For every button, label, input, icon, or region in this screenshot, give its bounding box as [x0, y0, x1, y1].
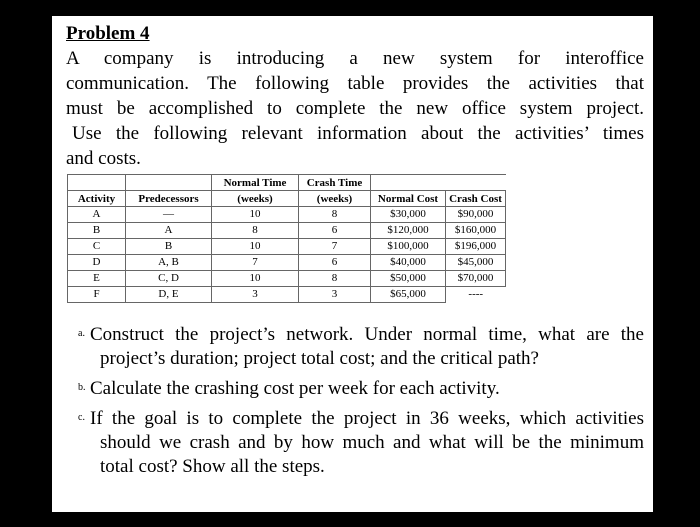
intro-line: Use the following relevant information about the activities’ times [72, 123, 644, 144]
table-row [68, 223, 506, 239]
header-normal-cost: Normal Cost [371, 191, 446, 207]
question-line: total cost? Show all the steps. [100, 456, 325, 477]
cell-crash-cost: $196,000 [446, 239, 506, 255]
cell-normal-cost: $30,000 [371, 207, 446, 223]
cell-activity: A [68, 207, 126, 223]
cell-crash-cost: ---- [446, 287, 506, 303]
table-row [68, 287, 506, 303]
problem-intro [66, 46, 644, 171]
cell-crash-cost: $90,000 [446, 207, 506, 223]
cell-activity: D [68, 255, 126, 271]
cell-normal-time: 10 [212, 239, 299, 255]
cell-crash-time: 8 [299, 207, 371, 223]
question-line: Construct the project’s network. Under normal time, what are the [90, 324, 644, 345]
question-a [78, 323, 644, 371]
cell-normal-cost: $50,000 [371, 271, 446, 287]
problem-title: Problem 4 [66, 23, 150, 44]
intro-line: communication. The following table provides the activities that [66, 73, 644, 94]
question-letter: b. [78, 382, 86, 393]
cell-predecessors: A [126, 223, 212, 239]
intro-line: A company is introducing a new system for interoffice [66, 48, 644, 69]
cell-normal-time: 10 [212, 271, 299, 287]
header-normal-time-unit: (weeks) [212, 191, 299, 207]
table-header-row [68, 191, 506, 207]
table-row [68, 271, 506, 287]
cell-normal-cost: $120,000 [371, 223, 446, 239]
activity-table [67, 174, 506, 303]
cell-normal-time: 7 [212, 255, 299, 271]
cell-normal-cost: $40,000 [371, 255, 446, 271]
question-letter: c. [78, 412, 85, 423]
cell-normal-cost: $100,000 [371, 239, 446, 255]
cell-activity: B [68, 223, 126, 239]
cell-crash-time: 6 [299, 223, 371, 239]
cell-activity: C [68, 239, 126, 255]
question-list [78, 323, 644, 485]
question-b [78, 377, 644, 401]
table-row [68, 239, 506, 255]
question-line: should we crash and by how much and what will be the minimum [100, 432, 644, 453]
cell-predecessors: B [126, 239, 212, 255]
header-crash-time-unit: (weeks) [299, 191, 371, 207]
question-line: Calculate the crashing cost per week for each activity. [90, 378, 500, 399]
cell-predecessors: D, E [126, 287, 212, 303]
question-c [78, 407, 644, 479]
problem-page [52, 16, 653, 512]
cell-crash-time: 3 [299, 287, 371, 303]
table-row [68, 255, 506, 271]
cell-crash-time: 8 [299, 271, 371, 287]
cell-activity: E [68, 271, 126, 287]
cell-normal-time: 10 [212, 207, 299, 223]
header-activity: Activity [68, 191, 126, 207]
question-letter: a. [78, 328, 85, 339]
table-row [68, 207, 506, 223]
cell-normal-time: 8 [212, 223, 299, 239]
question-line: If the goal is to complete the project in 36 weeks, which activities [90, 408, 644, 429]
cell-crash-time: 7 [299, 239, 371, 255]
cell-normal-time: 3 [212, 287, 299, 303]
intro-line: must be accomplished to complete the new office system project. [66, 98, 644, 119]
cell-predecessors: A, B [126, 255, 212, 271]
header-crash-time: Crash Time [299, 175, 371, 191]
header-predecessors: Predecessors [126, 191, 212, 207]
cell-activity: F [68, 287, 126, 303]
cell-crash-cost: $160,000 [446, 223, 506, 239]
cell-predecessors: C, D [126, 271, 212, 287]
header-normal-time: Normal Time [212, 175, 299, 191]
cell-crash-time: 6 [299, 255, 371, 271]
intro-line: and costs. [66, 148, 141, 169]
cell-crash-cost: $70,000 [446, 271, 506, 287]
header-crash-cost: Crash Cost [446, 191, 506, 207]
cell-normal-cost: $65,000 [371, 287, 446, 303]
cell-crash-cost: $45,000 [446, 255, 506, 271]
table-header-row-top [68, 175, 506, 191]
question-line: project’s duration; project total cost; and the critical path? [100, 348, 539, 369]
cell-predecessors: — [126, 207, 212, 223]
